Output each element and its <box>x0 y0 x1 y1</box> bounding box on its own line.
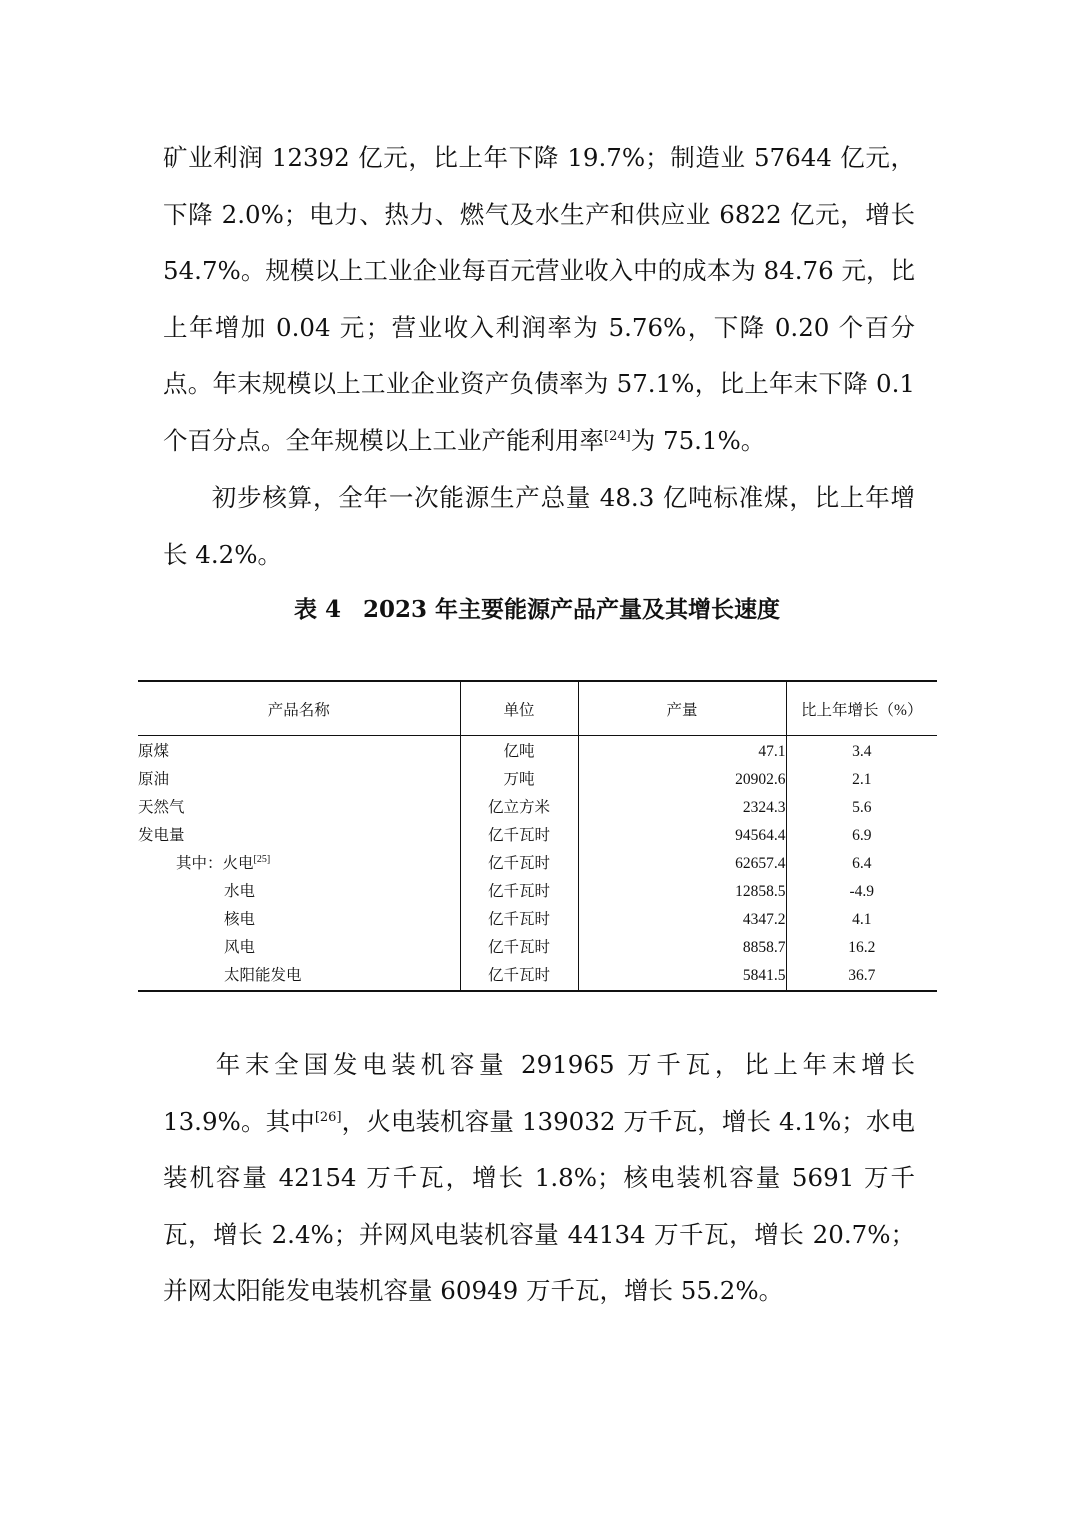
footnote-ref-26[interactable]: [26] <box>314 1109 342 1125</box>
paragraph-energy-production <box>163 470 915 583</box>
cell-growth: 36.7 <box>786 962 937 991</box>
cell-product: 核电 <box>224 911 256 928</box>
table-header-row <box>138 681 937 736</box>
table-row <box>138 822 937 850</box>
table-row <box>138 736 937 767</box>
cell-output: 94564.4 <box>578 822 786 850</box>
paragraph-industrial-profits <box>163 130 915 470</box>
cell-product: 水电 <box>224 883 256 900</box>
table-row <box>138 850 937 878</box>
column-header-unit: 单位 <box>460 681 578 736</box>
cell-output: 5841.5 <box>578 962 786 991</box>
cell-unit: 亿千瓦时 <box>460 822 578 850</box>
cell-growth: 16.2 <box>786 934 937 962</box>
table-title <box>0 592 1074 628</box>
cell-unit: 亿千瓦时 <box>460 962 578 991</box>
table-row <box>138 962 937 991</box>
paragraph-text: 为 75.1%。 <box>630 425 766 455</box>
cell-unit: 亿千瓦时 <box>460 934 578 962</box>
cell-product: 发电量 <box>138 827 185 844</box>
paragraph-text: 矿业利润 12392 亿元，比上年下降 19.7%；制造业 57644 亿元，下降 2.0%；电力、热力、燃气及水生产和供应业 6822 亿元，增长 54.7%。规模以上工业企业每百元营业收入中的成本为 84.76 元，比上年增加 0.04 元；营业收入利润率为 5.76%，下降 0.20 个百分点。年末规模以上工业企业资产负债率为 57.1%，比上年末下降 0.1 个百分点。全年规模以上工业产能利用率 <box>163 143 915 455</box>
paragraph-text: 年末全国发电装机容量 291965 万千瓦，比上年末增长 13.9%。其中 <box>163 1050 915 1136</box>
cell-unit: 亿千瓦时 <box>460 850 578 878</box>
footnote-ref-24[interactable]: [24] <box>604 428 631 444</box>
table-row <box>138 766 937 794</box>
cell-output: 47.1 <box>578 736 786 767</box>
cell-output: 2324.3 <box>578 794 786 822</box>
cell-unit: 万吨 <box>460 766 578 794</box>
cell-output: 12858.5 <box>578 878 786 906</box>
table-row <box>138 794 937 822</box>
column-header-output: 产量 <box>578 681 786 736</box>
cell-unit: 亿立方米 <box>460 794 578 822</box>
cell-growth: 2.1 <box>786 766 937 794</box>
cell-growth: -4.9 <box>786 878 937 906</box>
cell-output: 62657.4 <box>578 850 786 878</box>
cell-growth: 6.4 <box>786 850 937 878</box>
cell-product: 天然气 <box>138 799 185 816</box>
footnote-ref-25[interactable]: [25] <box>253 854 271 865</box>
cell-product: 原油 <box>138 771 170 788</box>
cell-growth: 5.6 <box>786 794 937 822</box>
paragraph-text: ，火电装机容量 139032 万千瓦，增长 4.1%；水电装机容量 42154 万千瓦，增长 1.8%；核电装机容量 5691 万千瓦，增长 2.4%；并网风电装机容量 44134 万千瓦，增长 20.7%；并网太阳能发电装机容量 60949 万千瓦，增长 55.2%。 <box>163 1106 915 1306</box>
cell-unit: 亿千瓦时 <box>460 878 578 906</box>
table-row <box>138 934 937 962</box>
energy-output-table <box>138 680 937 992</box>
paragraph-installed-capacity <box>163 1037 915 1320</box>
column-header-growth: 比上年增长（%） <box>786 681 937 736</box>
cell-output: 8858.7 <box>578 934 786 962</box>
cell-product: 其中：火电[25] <box>176 854 271 872</box>
table-title-text: 2023 年主要能源产品产量及其增长速度 <box>362 596 781 623</box>
table-row <box>138 906 937 934</box>
cell-product: 太阳能发电 <box>138 962 460 991</box>
table-number: 表 4 <box>293 596 341 623</box>
table-row <box>138 878 937 906</box>
cell-product: 风电 <box>224 939 256 956</box>
cell-product: 原煤 <box>138 743 170 760</box>
cell-unit: 亿吨 <box>460 736 578 767</box>
cell-output: 20902.6 <box>578 766 786 794</box>
cell-growth: 3.4 <box>786 736 937 767</box>
cell-output: 4347.2 <box>578 906 786 934</box>
paragraph-text: 初步核算，全年一次能源生产总量 48.3 亿吨标准煤，比上年增长 4.2%。 <box>163 483 915 569</box>
cell-growth: 6.9 <box>786 822 937 850</box>
cell-unit: 亿千瓦时 <box>460 906 578 934</box>
column-header-product: 产品名称 <box>138 681 460 736</box>
cell-growth: 4.1 <box>786 906 937 934</box>
